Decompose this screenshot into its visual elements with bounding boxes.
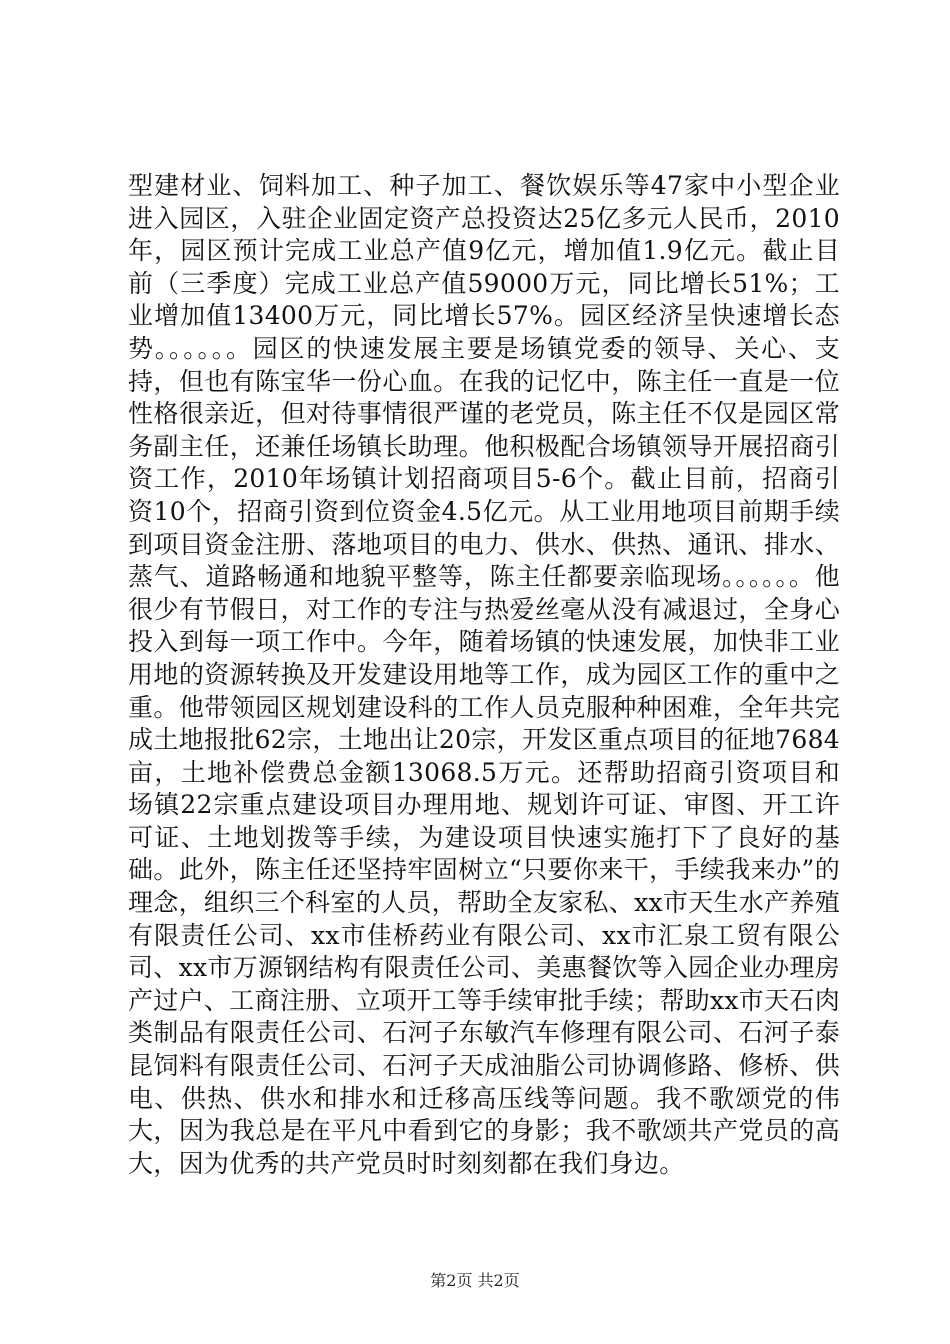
body-paragraph: 型建材业、饲料加工、种子加工、餐饮娱乐等47家中小型企业进入园区，入驻企业固定资产总投资达25亿多元人民币，2010年，园区预计完成工业总产值9亿元，增加值1.9亿元。截止目前（三季度）完成工业总产值59000万元，同比增长51%；工业增加值13400万元，同比增长57%。园区经济呈快速增长态势。。。。。。园区的快速发展主要是场镇党委的领导、关心、支持，但也有陈宝华一份心血。在我的记忆中，陈主任一直是一位性格很亲近，但对待事情很严谨的老党员，陈主任不仅是园区常务副主任，还兼任场镇长助理。他积极配合场镇领导开展招商引资工作，2010年场镇计划招商项目5-6个。截止目前，招商引资10个，招商引资到位资金4.5亿元。从工业用地项目前期手续到项目资金注册、落地项目的电力、供水、供热、通讯、排水、蒸气、道路畅通和地貌平整等，陈主任都要亲临现场。。。。。。他很少有节假日，对工作的专注与热爱丝毫从没有减退过，全身心投入到每一项工作中。今年，随着场镇的快速发展，加快非工业用地的资源转换及开发建设用地等工作，成为园区工作的重中之重。他带领园区规划建设科的工作人员克服种种困难，全年共完成土地报批62宗，土地出让20宗，开发区重点项目的征地7684亩，土地补偿费总金额13068.5万元。还帮助招商引资项目和场镇22宗重点建设项目办理用地、规划许可证、审图、开工许可证、土地划拨等手续，为建设项目快速实施打下了良好的基础。此外，陈主任还坚持牢固树立“只要你来干，手续我来办”的理念，组织三个科室的人员，帮助全友家私、xx市天生水产养殖有限责任公司、xx市佳桥药业有限公司、xx市汇泉工贸有限公司、xx市万源钢结构有限责任公司、美惠餐饮等入园企业办理房产过户、工商注册、立项开工等手续审批手续；帮助xx市天石肉类制品有限责任公司、石河子东敏汽车修理有限公司、石河子泰昆饲料有限责任公司、石河子天成油脂公司协调修路、修桥、供电、供热、供水和排水和迁移高压线等问题。我不歌颂党的伟大，因为我总是在平凡中看到它的身影；我不歌颂共产党员的高大，因为优秀的共产党员时时刻刻都在我们身边。	[128, 171, 840, 1178]
page-footer: 第2页 共2页	[430, 1271, 520, 1290]
